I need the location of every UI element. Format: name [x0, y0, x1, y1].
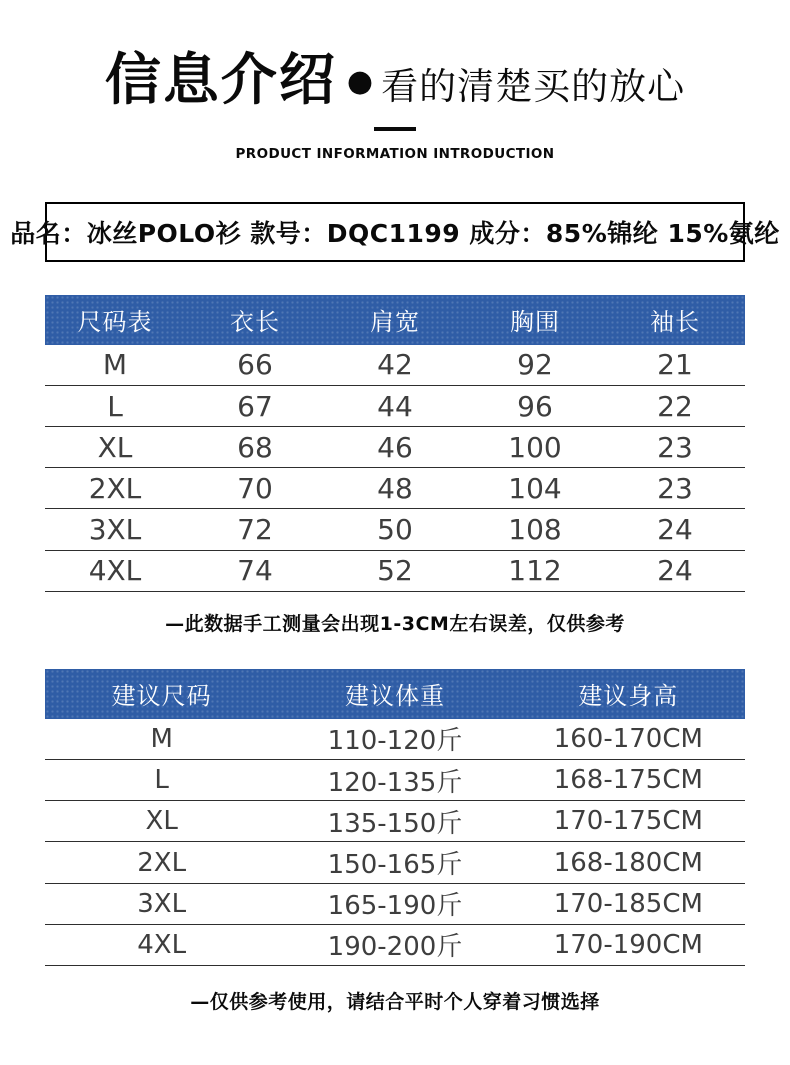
- height-range: 170-190CM: [553, 929, 703, 960]
- size-table-header-cell: 袖长: [650, 308, 700, 337]
- weight-range: 135-150斤: [327, 808, 463, 839]
- suggestion-table-row: [45, 884, 745, 925]
- title-separator-dot: ●: [346, 64, 374, 99]
- size-table: [45, 295, 745, 592]
- height-range: 170-185CM: [553, 888, 703, 919]
- measurement-value: 46: [377, 430, 413, 464]
- suggestion-table-row: [45, 925, 745, 966]
- height-range: 168-180CM: [553, 847, 703, 878]
- measurement-value: 100: [508, 430, 562, 464]
- measurement-value: 52: [377, 554, 413, 588]
- size-label: XL: [97, 430, 133, 464]
- size-label: 3XL: [137, 888, 187, 919]
- size-table-header: [45, 295, 745, 345]
- size-label: M: [150, 723, 173, 754]
- size-label: L: [107, 389, 123, 423]
- page-subtitle: 看的清楚买的放心: [381, 65, 686, 108]
- measurement-value: 68: [237, 430, 273, 464]
- title-underline: [374, 127, 416, 131]
- measurement-value: 22: [657, 389, 693, 423]
- suggestion-table-row: [45, 801, 745, 842]
- size-table-row: [45, 468, 745, 509]
- size-table-note: —此数据手工测量会出现1-3CM左右误差，仅供参考: [165, 612, 625, 635]
- size-label: 4XL: [88, 554, 142, 588]
- size-table-row: [45, 345, 745, 386]
- measurement-value: 70: [237, 471, 273, 505]
- weight-range: 120-135斤: [327, 767, 463, 798]
- size-table-row: [45, 551, 745, 592]
- measurement-value: 50: [377, 513, 413, 547]
- suggestion-table: [45, 669, 745, 966]
- product-info-box: [10, 202, 780, 262]
- size-table-header-cell: 肩宽: [370, 308, 420, 337]
- suggestion-table-header-cell: 建议尺码: [111, 682, 212, 711]
- suggestion-table-row: [45, 719, 745, 760]
- measurement-value: 67: [237, 389, 273, 423]
- page-title: 信息介绍: [104, 48, 337, 113]
- size-table-row: [45, 509, 745, 550]
- measurement-value: 24: [657, 513, 693, 547]
- size-label: 3XL: [88, 513, 142, 547]
- size-table-header-cell: 胸围: [510, 308, 560, 337]
- content-container: [10, 202, 780, 1014]
- product-info-text: 品名：冰丝POLO衫 款号：DQC1199 成分：85%锦纶 15%氨纶: [10, 218, 780, 248]
- suggestion-table-note: —仅供参考使用，请结合平时个人穿着习惯选择: [190, 990, 600, 1013]
- size-label: M: [102, 348, 128, 382]
- weight-range: 150-165斤: [327, 850, 463, 880]
- size-table-header-cell: 尺码表: [77, 308, 153, 337]
- suggestion-table-header-cell: 建议体重: [344, 682, 445, 711]
- height-range: 160-170CM: [553, 723, 703, 754]
- size-table-row: [45, 386, 745, 427]
- measurement-value: 112: [508, 554, 562, 588]
- suggestion-table-header-cell: 建议身高: [578, 682, 679, 711]
- height-range: 170-175CM: [553, 806, 703, 837]
- measurement-value: 48: [377, 471, 413, 505]
- measurement-value: 108: [508, 513, 562, 547]
- height-range: 168-175CM: [553, 765, 703, 796]
- suggestion-table-row: [45, 842, 745, 883]
- size-label: 2XL: [88, 471, 142, 505]
- measurement-value: 104: [508, 471, 562, 505]
- measurement-value: 44: [377, 389, 413, 423]
- measurement-value: 23: [657, 471, 693, 505]
- suggestion-table-row: [45, 760, 745, 801]
- size-label: 4XL: [137, 929, 187, 960]
- page-header: [0, 0, 790, 162]
- measurement-value: 24: [657, 554, 693, 588]
- measurement-value: 21: [657, 348, 693, 382]
- weight-range: 110-120斤: [327, 726, 463, 757]
- measurement-value: 66: [237, 348, 273, 382]
- size-table-row: [45, 427, 745, 468]
- size-label: XL: [145, 806, 178, 837]
- weight-range: 165-190斤: [327, 891, 463, 922]
- title-row: [0, 50, 790, 113]
- size-label: L: [154, 765, 169, 796]
- size-table-header-cell: 衣长: [230, 308, 280, 337]
- measurement-value: 92: [517, 348, 553, 382]
- weight-range: 190-200斤: [327, 932, 463, 963]
- size-label: 2XL: [137, 847, 187, 878]
- suggestion-table-header: [45, 669, 745, 719]
- measurement-value: 72: [237, 513, 273, 547]
- subheading-english: PRODUCT INFORMATION INTRODUCTION: [235, 145, 555, 162]
- measurement-value: 74: [237, 554, 273, 588]
- measurement-value: 23: [657, 430, 693, 464]
- measurement-value: 42: [377, 348, 413, 382]
- measurement-value: 96: [517, 389, 553, 423]
